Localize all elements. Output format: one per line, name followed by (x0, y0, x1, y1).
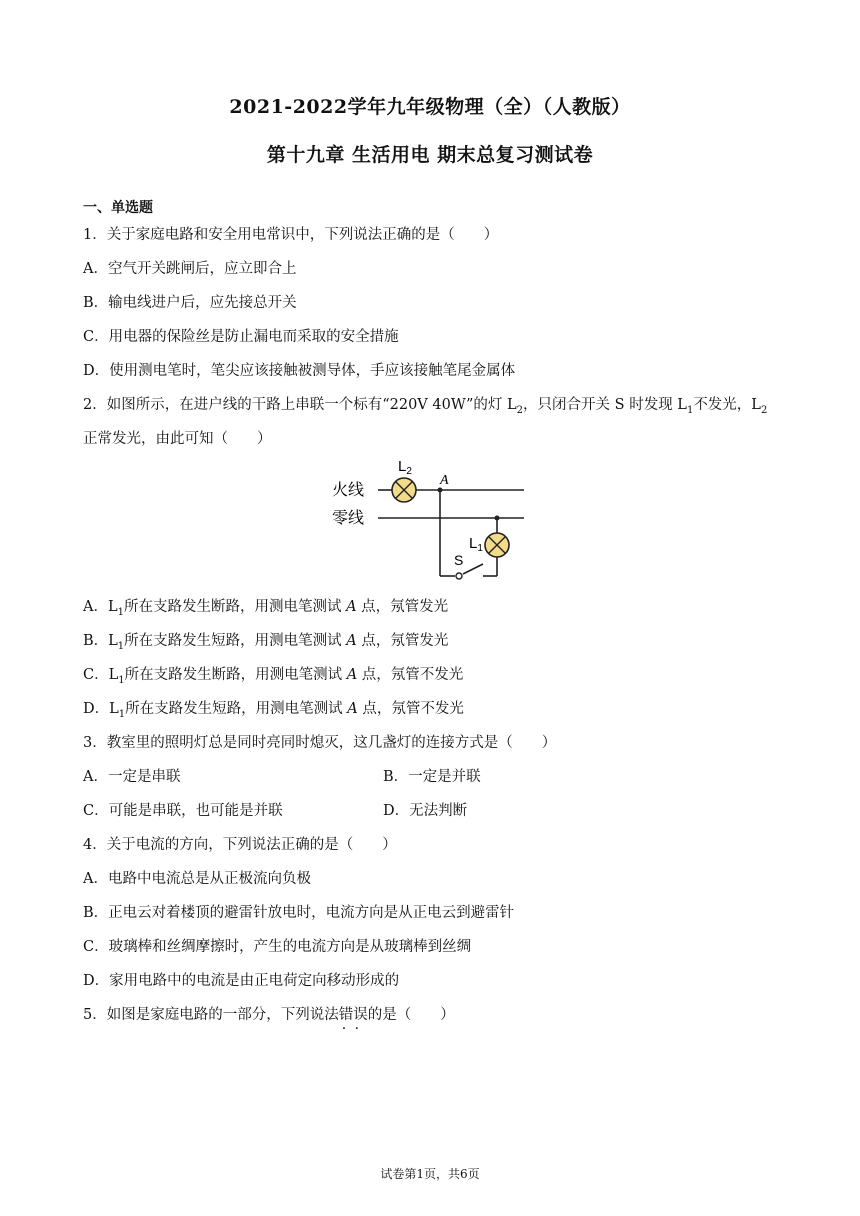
question-2-option-c: C．$L_1$所在支路发生断路，用测电笔测试 A 点，氖管不发光 (83, 667, 464, 686)
question-1-option-a: A．空气开关跳闸后，应立即合上 (83, 261, 297, 277)
question-2-stem-line2: 正常发光，由此可知（ ） (83, 431, 272, 447)
page-footer: 试卷第1页，共6页 (380, 1167, 480, 1181)
question-2-option-a: A．$L_1$所在支路发生断路，用测电笔测试 A 点，氖管发光 (83, 599, 449, 618)
lamp-l1-label: $L_1$ (469, 535, 483, 554)
junction-a-dot (438, 488, 443, 493)
document-title: 2021-2022学年九年级物理（全）（人教版） (229, 96, 631, 118)
question-2-stem-line1: 2．如图所示，在进户线的干路上串联一个标有“220V 40W”的灯 $L_2$，只闭合开关 S 时发现 $L_1$不发光，$L_2$ (83, 397, 768, 416)
emphasis-text: 错误 · · (339, 1007, 368, 1023)
question-5-stem: 5．如图是家庭电路的一部分，下列说法错误 · ·的是（ ） (83, 1005, 455, 1025)
switch-blade (463, 564, 483, 574)
section-heading: 一、单选题 (83, 200, 153, 216)
question-4-option-a: A．电路中电流总是从正极流向负极 (83, 871, 311, 887)
question-3-option-b: B．一定是并联 (383, 769, 481, 785)
question-3-option-a: A．一定是串联 (83, 769, 181, 785)
question-1-option-b: B．输电线进户后，应先接总开关 (83, 295, 297, 311)
live-wire-label: 火线 (332, 482, 365, 499)
junction-dot (495, 516, 500, 521)
question-4-option-b: B．正电云对着楼顶的避雷针放电时，电流方向是从正电云到避雷针 (83, 905, 515, 921)
switch-contact (456, 573, 462, 579)
question-1-option-c: C．用电器的保险丝是防止漏电而采取的安全措施 (83, 329, 399, 345)
lamp-l2-label: $L_2$ (398, 458, 412, 477)
question-1-stem: 1．关于家庭电路和安全用电常识中，下列说法正确的是（ ） (83, 227, 499, 243)
question-3-option-d: D．无法判断 (383, 803, 468, 819)
question-2-option-d: D．$L_1$所在支路发生短路，用测电笔测试 A 点，氖管不发光 (83, 701, 464, 720)
question-3-stem: 3．教室里的照明灯总是同时亮同时熄灭，这几盏灯的连接方式是（ ） (83, 735, 557, 751)
question-1-option-d: D．使用测电笔时，笔尖应该接触被测导体，手应该接触笔尾金属体 (83, 363, 516, 379)
question-4-option-d: D．家用电路中的电流是由正电荷定向移动形成的 (83, 973, 400, 989)
neutral-wire-label: 零线 (332, 510, 365, 527)
document-subtitle: 第十九章 生活用电 期末总复习测试卷 (266, 144, 594, 166)
question-3-option-c: C．可能是串联，也可能是并联 (83, 803, 283, 819)
question-4-stem: 4．关于电流的方向，下列说法正确的是（ ） (83, 837, 397, 853)
circuit-diagram (330, 456, 530, 586)
switch-label: S (454, 552, 464, 568)
question-4-option-c: C．玻璃棒和丝绸摩擦时，产生的电流方向是从玻璃棒到丝绸 (83, 939, 472, 955)
question-2-option-b: B．$L_1$所在支路发生短路，用测电笔测试 A 点，氖管发光 (83, 633, 449, 652)
point-a-label: A (440, 473, 449, 488)
